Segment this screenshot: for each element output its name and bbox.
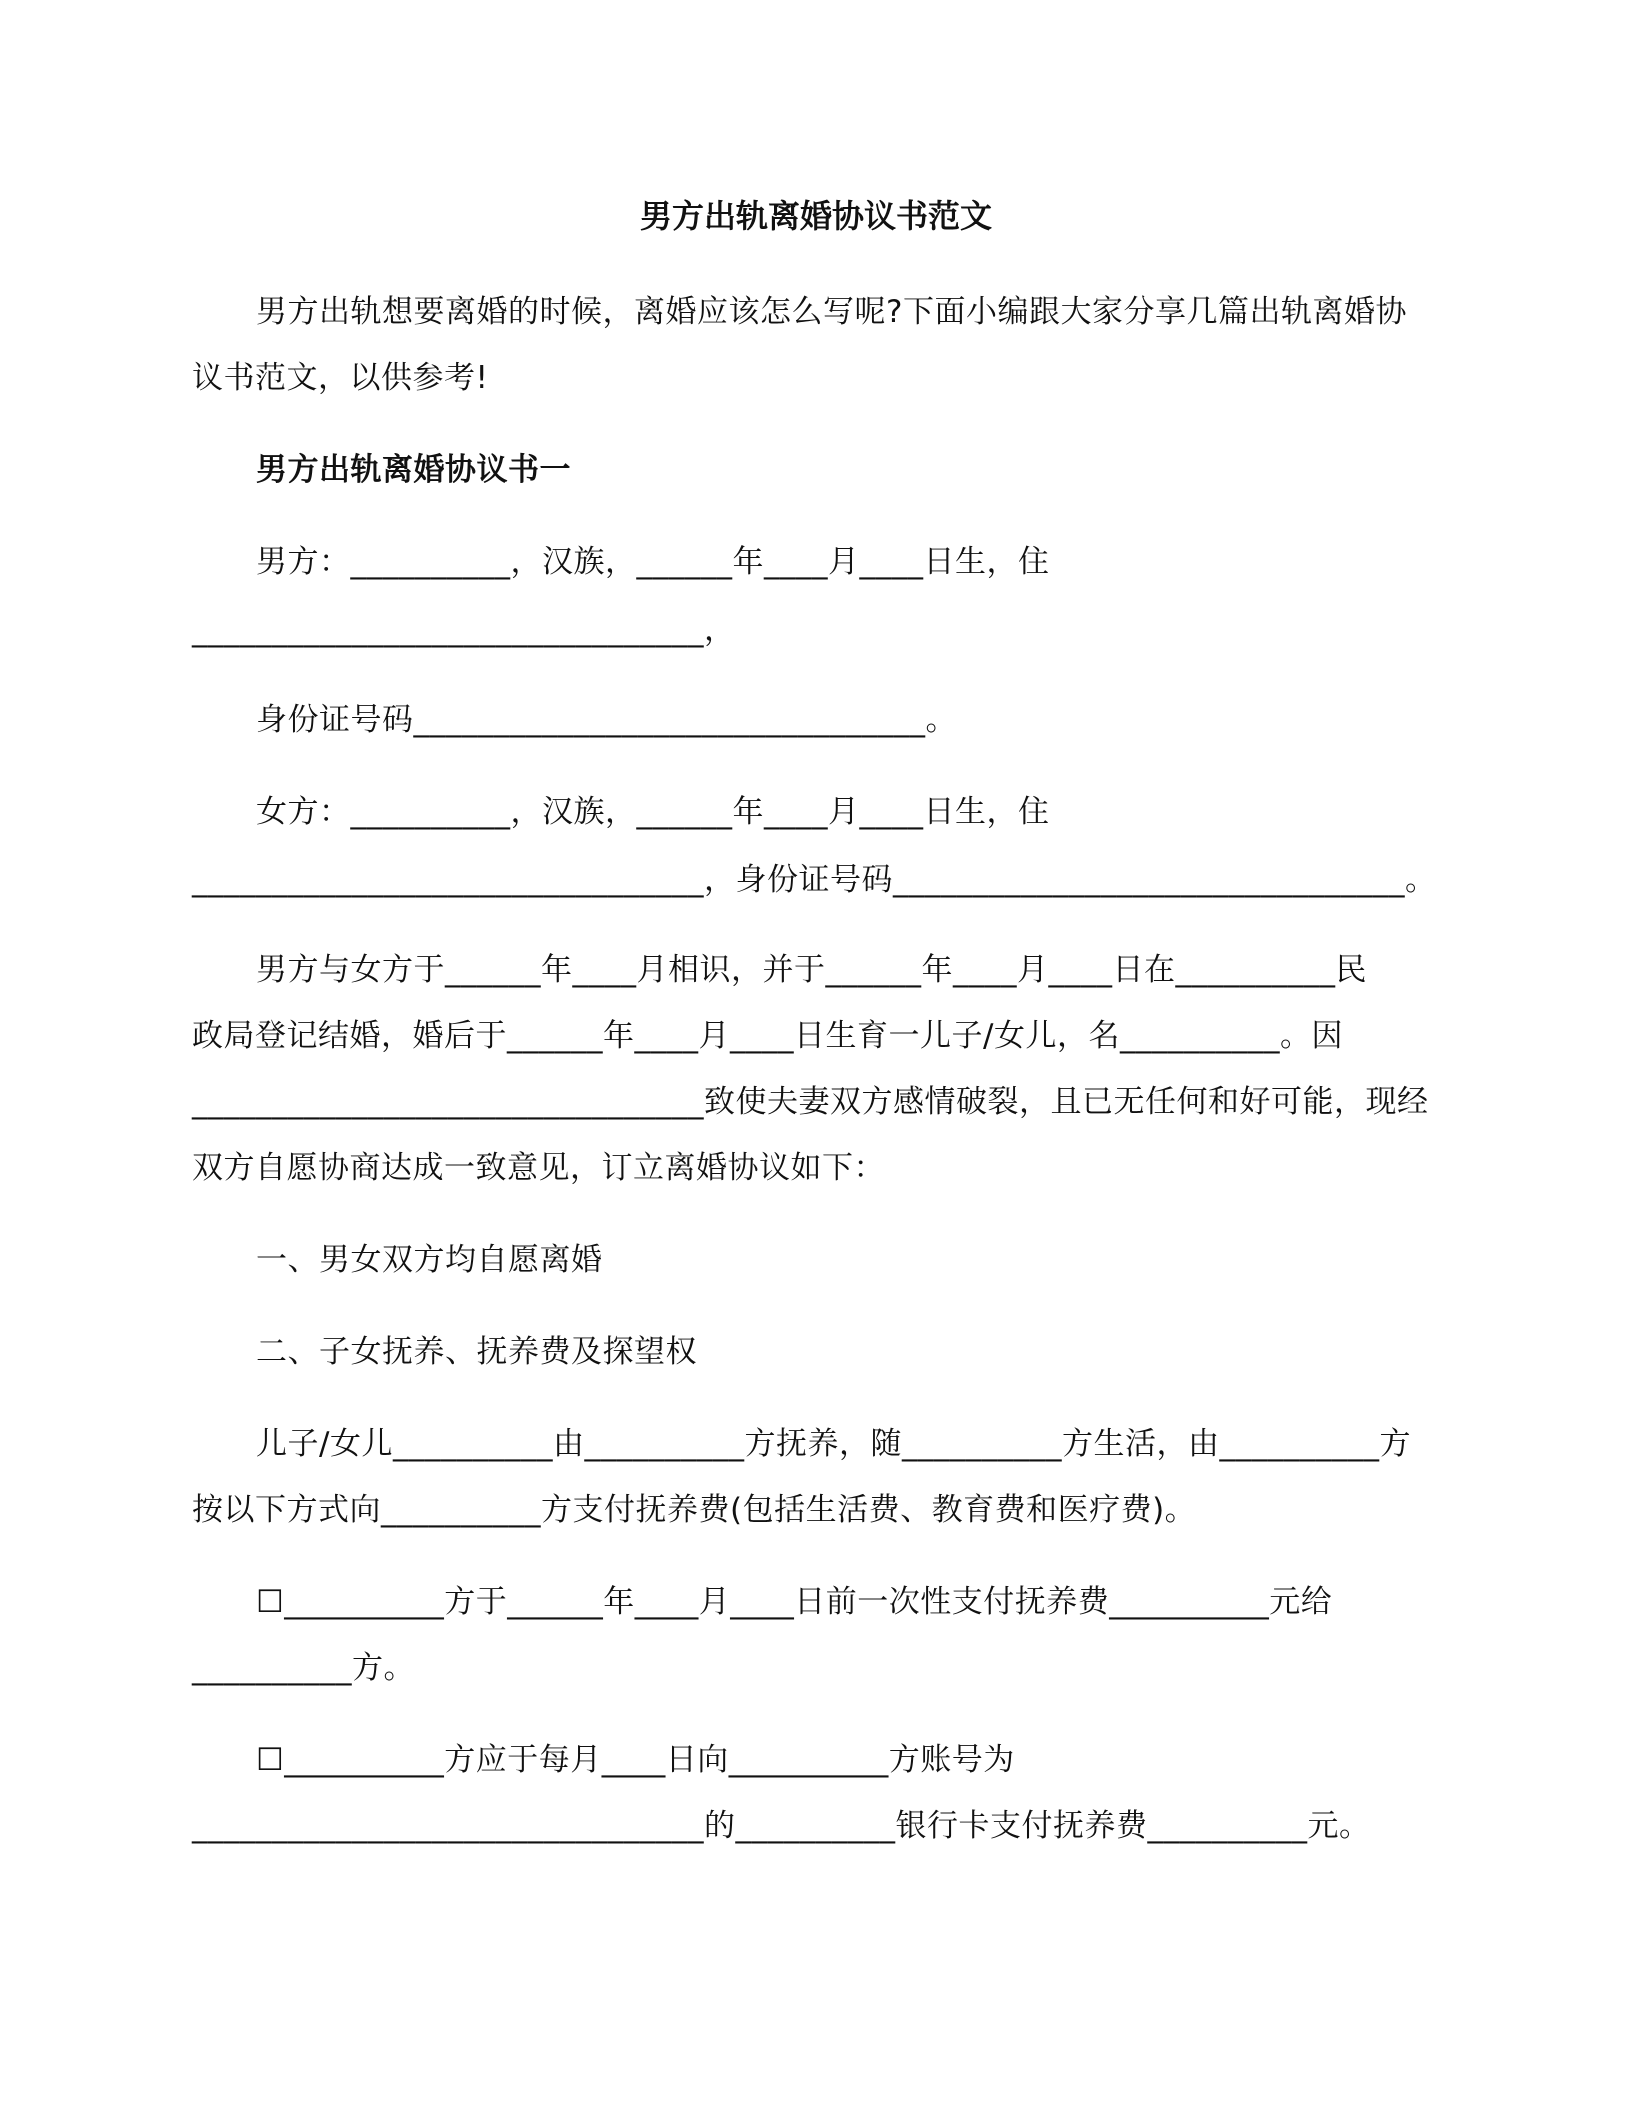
clause-1: 一、男女双方均自愿离婚 xyxy=(256,1242,603,1278)
custody-line-2: 按以下方式向__________方支付抚养费(包括生活费、教育费和医疗费)。 xyxy=(192,1492,1197,1528)
intro-line-1: 男方出轨想要离婚的时候，离婚应该怎么写呢?下面小编跟大家分享几篇出轨离婚协 xyxy=(256,294,1407,330)
payment-option-1-line-1: ☐__________方于______年____月____日前一次性支付抚养费__________元给 xyxy=(256,1584,1333,1620)
intro-line-2: 议书范文，以供参考! xyxy=(192,360,489,396)
clause-2: 二、子女抚养、抚养费及探望权 xyxy=(256,1334,697,1370)
female-party-line-2: ________________________________，身份证号码________________________________。 xyxy=(192,862,1437,898)
document-title: 男方出轨离婚协议书范文 xyxy=(639,197,992,235)
marriage-line-1: 男方与女方于______年____月相识，并于______年____月____日在__________民 xyxy=(256,952,1367,988)
male-party-line-2: ________________________________， xyxy=(192,612,736,648)
payment-option-1-line-2: __________方。 xyxy=(192,1650,415,1686)
payment-option-2-line-2: ________________________________的__________银行卡支付抚养费__________元。 xyxy=(192,1808,1371,1844)
marriage-line-4: 双方自愿协商达成一致意见，订立离婚协议如下： xyxy=(192,1150,885,1186)
male-id-line: 身份证号码________________________________。 xyxy=(256,702,957,738)
male-party-line-1: 男方：__________，汉族，______年____月____日生，住 xyxy=(256,544,1050,580)
section-heading: 男方出轨离婚协议书一 xyxy=(256,452,571,488)
custody-line-1: 儿子/女儿__________由__________方抚养，随__________方生活，由__________方 xyxy=(256,1426,1411,1462)
marriage-line-3: ________________________________致使夫妻双方感情破裂，且已无任何和好可能，现经 xyxy=(192,1084,1429,1120)
payment-option-2-line-1: ☐__________方应于每月____日向__________方账号为 xyxy=(256,1742,1015,1778)
female-party-line-1: 女方：__________，汉族，______年____月____日生，住 xyxy=(256,794,1050,830)
marriage-line-2: 政局登记结婚，婚后于______年____月____日生育一儿子/女儿，名__________。因 xyxy=(192,1018,1343,1054)
